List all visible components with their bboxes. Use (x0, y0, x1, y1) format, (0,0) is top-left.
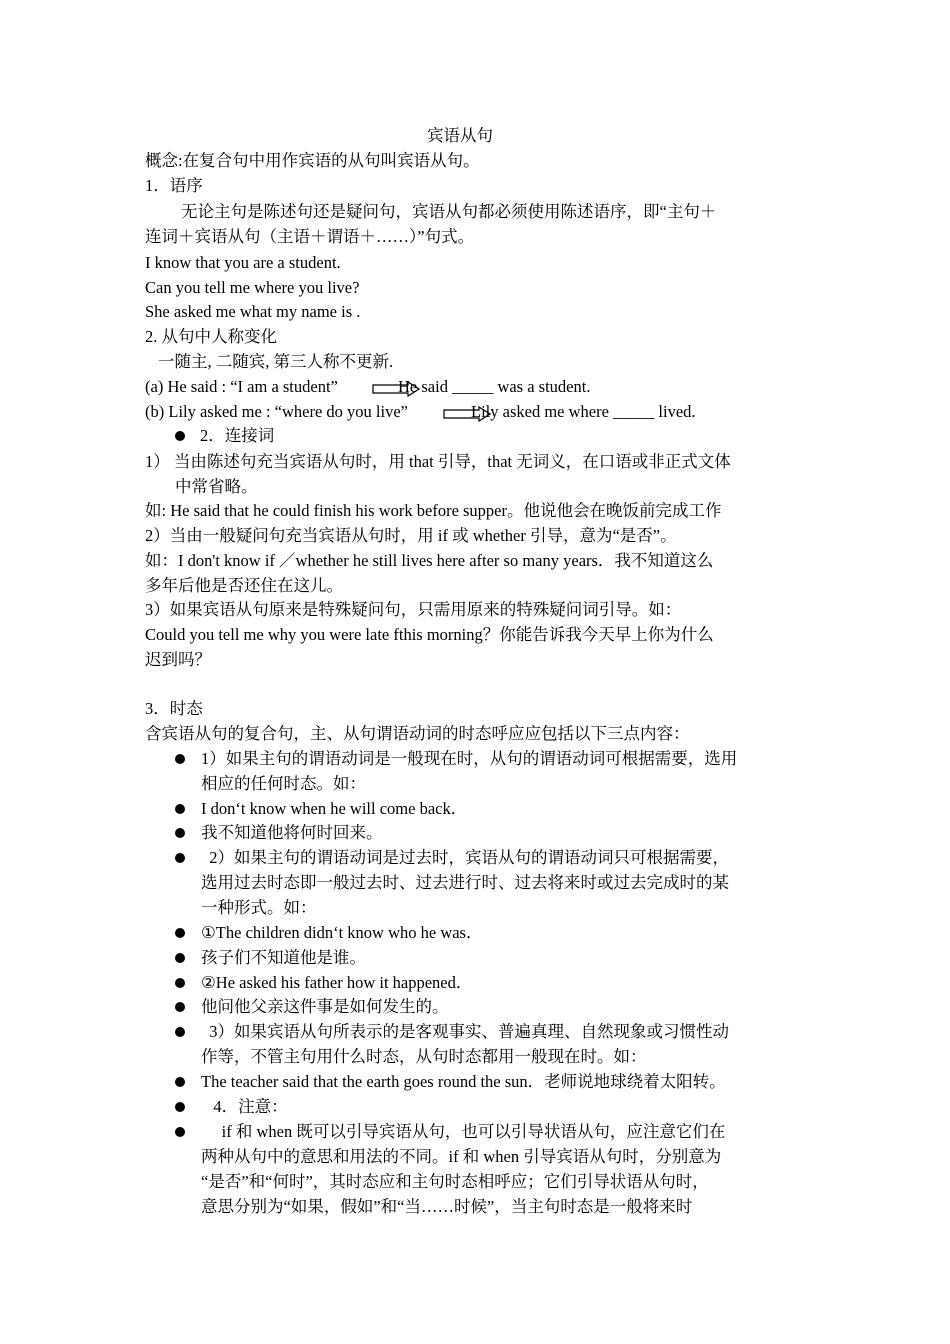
s3-item-8: 他问他父亲这件事是如何发生的。 (201, 997, 449, 1016)
s2-example-b-right: Lily asked me where _____ lived. (471, 402, 696, 421)
conj-p3: 3）如果宾语从句原来是特殊疑问句，只需用原来的特殊疑问词引导。如： (145, 600, 682, 619)
conj-p3-example-line-1: Could you tell me why you were late fthis morning？你能告诉我今天早上你为什么 (145, 625, 714, 644)
section-2-heading: 2. 从句中人称变化 (145, 327, 277, 346)
conj-p2-example-line-2: 多年后他是否还住在这儿。 (145, 576, 343, 595)
s1-example-2: Can you tell me where you live? (145, 278, 360, 297)
conj-p3-example-line-2: 迟到吗？ (145, 650, 211, 669)
concept-line: 概念:在复合句中用作宾语的从句叫宾语从句。 (145, 151, 480, 170)
page-title: 宾语从句 (427, 126, 493, 145)
bullet-icon (175, 853, 185, 863)
s2-example-b-left: (b) Lily asked me : “where do you live” (145, 402, 408, 421)
s1-para-line-1: 无论主句是陈述句还是疑问句，宾语从句都必须使用陈述语序，即“主句＋ (181, 202, 717, 221)
s3-item-12-line-4: 意思分别为“如果，假如”和“当……时候”，当主句时态是一般将来时 (201, 1197, 693, 1216)
bullet-icon (175, 1127, 185, 1137)
bullet-icon (175, 431, 185, 441)
s3-item-5: ①The children didn‘t know who he was． (201, 923, 483, 942)
s2-rule: 一随主, 二随宾, 第三人称不更新. (158, 352, 394, 371)
bullet-icon (175, 1002, 185, 1012)
s3-item-12-line-3: “是否”和“何时”，其时态应和主句时态相呼应；它们引导状语从句时， (201, 1172, 709, 1191)
s1-example-3: She asked me what my name is . (145, 302, 361, 321)
s3-item-3: 我不知道他将何时回来。 (201, 823, 383, 842)
s1-example-1: I know that you are a student. (145, 253, 341, 272)
s2-example-a-left: (a) He said : “I am a student” (145, 377, 338, 396)
s3-item-9-line-1: 3）如果宾语从句所表示的是客观事实、普遍真理、自然现象或习惯性动 (201, 1022, 729, 1041)
s3-item-1-line-2: 相应的任何时态。如： (201, 774, 366, 793)
s3-item-12-line-1: if 和 when 既可以引导宾语从句，也可以引导状语从句，应注意它们在 (201, 1122, 726, 1141)
s3-item-7: ②He asked his father how it happened． (201, 973, 473, 992)
s3-intro: 含宾语从句的复合句，主、从句谓语动词的时态呼应应包括以下三点内容： (145, 724, 690, 743)
s3-item-12-line-2: 两种从句中的意思和用法的不同。if 和 when 引导宾语从句时，分别意为 (201, 1147, 722, 1166)
section-3-heading: 3．时态 (145, 699, 203, 718)
conj-p1-example: 如: He said that he could finish his work before supper。他说他会在晚饭前完成工作 (145, 501, 722, 520)
bullet-icon (175, 1077, 185, 1087)
s3-item-2: I don‘t know when he will come back． (201, 799, 468, 818)
bullet-icon (175, 804, 185, 814)
connectives-heading: 2．连接词 (200, 426, 275, 445)
s2-example-a-right: He said _____ was a student. (398, 377, 591, 396)
s3-item-4-line-1: 2）如果主句的谓语动词是过去时，宾语从句的谓语动词只可根据需要， (201, 848, 729, 867)
s3-item-4-line-3: 一种形式。如： (201, 898, 317, 917)
s3-item-4-line-2: 选用过去时态即一般过去时、过去进行时、过去将来时或过去完成时的某 (201, 873, 729, 892)
conj-p2-example-line-1: 如：I don't know if ／whether he still lives here after so many years．我不知道这么 (145, 551, 714, 570)
s3-item-10: The teacher said that the earth goes round the sun．老师说地球绕着太阳转。 (201, 1072, 726, 1091)
bullet-icon (175, 978, 185, 988)
bullet-icon (175, 1027, 185, 1037)
s3-item-9-line-2: 作等，不管主句用什么时态，从句时态都用一般现在时。如： (201, 1047, 647, 1066)
bullet-icon (175, 754, 185, 764)
conj-p2: 2）当由一般疑问句充当宾语从句时，用 if 或 whether 引导，意为“是否”。 (145, 526, 677, 545)
s3-item-6: 孩子们不知道他是谁。 (201, 948, 366, 967)
bullet-icon (175, 828, 185, 838)
bullet-icon (175, 953, 185, 963)
s3-item-11: 4．注意： (201, 1097, 288, 1116)
bullet-icon (175, 1102, 185, 1112)
s3-item-1-line-1: 1）如果主句的谓语动词是一般现在时，从句的谓语动词可根据需要，选用 (201, 749, 738, 768)
bullet-icon (175, 928, 185, 938)
conj-p1-line-2: 中常省略。 (175, 477, 258, 496)
s1-para-line-2: 连词＋宾语从句（主语＋谓语＋……）”句式。 (145, 227, 475, 246)
conj-p1-line-1: 1） 当由陈述句充当宾语从句时，用 that 引导，that 无词义，在口语或非正式文体 (145, 452, 731, 471)
section-1-heading: 1．语序 (145, 176, 203, 195)
